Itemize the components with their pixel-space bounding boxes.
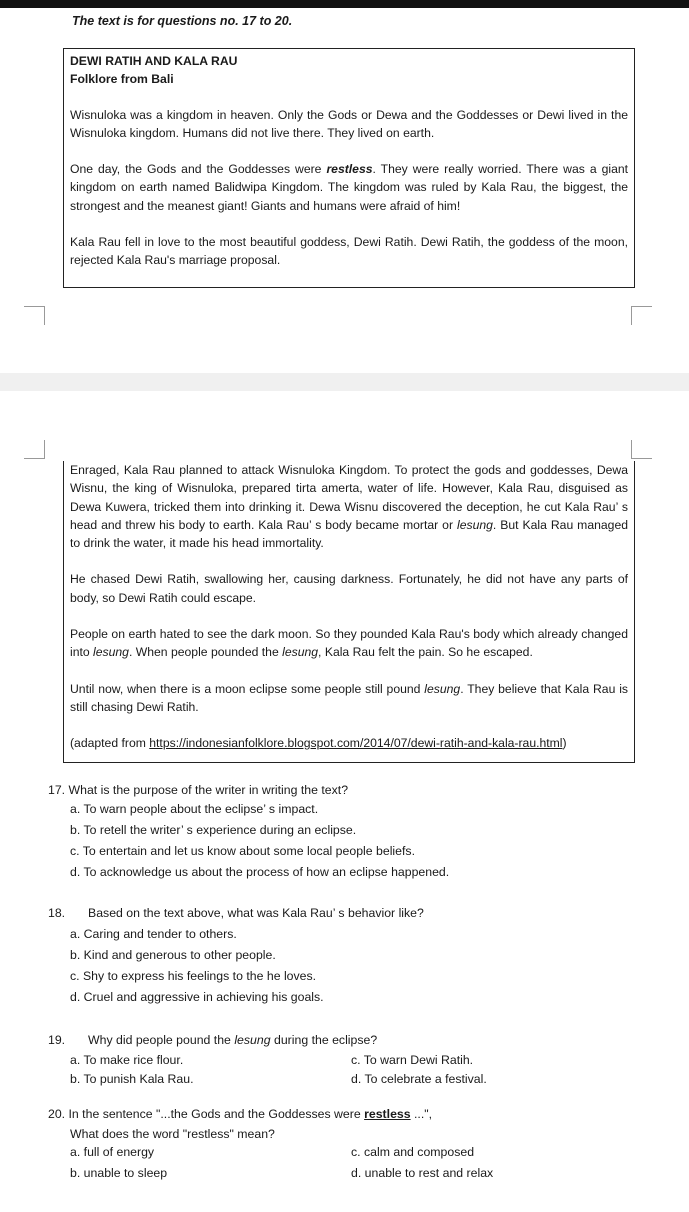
story-box-part-2 bbox=[63, 461, 635, 763]
story-paragraph-1: Wisnuloka was a kingdom in heaven. Only the Gods or Dewa and the Goddesses or Dewi lived in the Wisnuloka kingdom. Humans did not live there. They lived on earth. bbox=[70, 107, 628, 140]
question-19-option-c[interactable]: c. To warn Dewi Ratih. bbox=[351, 1053, 474, 1067]
story-paragraph-2: One day, the Gods and the Goddesses were restless. They were really worried. There was a giant kingdom on earth named Balidwipa Kingdom. The kingdom was ruled by Kala Rau, the biggest, the strongest and the meanest giant! Giants and humans were afraid of him! bbox=[70, 162, 629, 213]
question-19-stem: Why did people pound the lesung during the eclipse? bbox=[88, 1033, 378, 1047]
question-18-option-d[interactable]: d. Cruel and aggressive in achieving his goals. bbox=[70, 990, 324, 1004]
story-paragraph-3: Kala Rau fell in love to the most beautiful goddess, Dewi Ratih. Dewi Ratih, the goddess of the moon, rejected Kala Rau's marriage proposal. bbox=[70, 235, 628, 268]
page-corner-mark bbox=[631, 306, 652, 325]
question-18-stem: Based on the text above, what was Kala Rau’ s behavior like? bbox=[88, 906, 424, 920]
story-paragraph-5: He chased Dewi Ratih, swallowing her, causing darkness. Fortunately, he did not have any parts of body, so Dewi Ratih could escape. bbox=[70, 572, 628, 605]
story-subtitle: Folklore from Bali bbox=[70, 72, 174, 87]
question-20-option-b[interactable]: b. unable to sleep bbox=[70, 1166, 168, 1180]
question-18-option-b[interactable]: b. Kind and generous to other people. bbox=[70, 948, 276, 962]
question-18-number: 18. bbox=[48, 906, 66, 920]
question-19-option-b[interactable]: b. To punish Kala Rau. bbox=[70, 1072, 194, 1086]
question-19-option-d[interactable]: d. To celebrate a festival. bbox=[351, 1072, 487, 1086]
question-17-stem: 17. What is the purpose of the writer in writing the text? bbox=[48, 783, 349, 797]
question-20-stem: 20. In the sentence "...the Gods and the Goddesses were restless ...", bbox=[48, 1107, 433, 1121]
story-title: DEWI RATIH AND KALA RAU bbox=[70, 54, 238, 68]
page-corner-mark bbox=[24, 440, 45, 459]
question-17-option-c[interactable]: c. To entertain and let us know about some local people beliefs. bbox=[70, 844, 415, 858]
page-separator bbox=[0, 373, 689, 391]
question-17 bbox=[48, 780, 668, 885]
question-20-stem-line-2: What does the word "restless" mean? bbox=[70, 1127, 275, 1141]
question-20-option-c[interactable]: c. calm and composed bbox=[351, 1145, 475, 1159]
page-corner-mark bbox=[631, 440, 652, 459]
story-box-part-1 bbox=[63, 48, 635, 288]
question-19 bbox=[48, 1030, 668, 1094]
question-18-option-a[interactable]: a. Caring and tender to others. bbox=[70, 927, 237, 941]
question-20-option-d[interactable]: d. unable to rest and relax bbox=[351, 1166, 494, 1180]
question-17-option-d[interactable]: d. To acknowledge us about the process of how an eclipse happened. bbox=[70, 865, 450, 879]
story-paragraph-6: People on earth hated to see the dark moon. So they pounded Kala Rau's body which already changed into lesung. When people pounded the lesung, Kala Rau felt the pain. So he escaped. bbox=[70, 627, 628, 660]
question-19-number: 19. bbox=[48, 1033, 66, 1047]
question-17-option-a[interactable]: a. To warn people about the eclipse’ s impact. bbox=[70, 802, 319, 816]
source-link[interactable]: https://indonesianfolklore.blogspot.com/2014/07/dewi-ratih-and-kala-rau.html bbox=[149, 736, 563, 751]
question-18-option-c[interactable]: c. Shy to express his feelings to the he loves. bbox=[70, 969, 317, 983]
question-18 bbox=[48, 903, 668, 1008]
page-corner-mark bbox=[24, 306, 45, 325]
top-bar bbox=[0, 0, 689, 8]
story-paragraph-4: Enraged, Kala Rau planned to attack Wisnuloka Kingdom. To protect the gods and goddesses, Dewa Wisnu, the king of Wisnuloka, prepared tirta amerta, water of life. However, Kala Rau, disguised as Dewa Kuwera, tricked them into drinking it. Dewa Wisnu discovered the deception, he cut Kala Rau’ s head and threw his body to earth. Kala Rau’ s body became mortar or lesung. But Kala Rau managed to drink the water, it made his head immortality. bbox=[70, 463, 628, 551]
story-paragraph-7: Until now, when there is a moon eclipse some people still pound lesung. They believe that Kala Rau is still chasing Dewi Ratih. bbox=[70, 681, 628, 714]
question-20-option-a[interactable]: a. full of energy bbox=[70, 1145, 155, 1159]
source-citation: (adapted from https://indonesianfolklore.blogspot.com/2014/07/dewi-ratih-and-kala-rau.html) bbox=[70, 736, 567, 751]
question-17-option-b[interactable]: b. To retell the writer’ s experience during an eclipse. bbox=[70, 823, 357, 837]
question-20 bbox=[48, 1104, 668, 1188]
restless-word: restless bbox=[326, 162, 373, 177]
question-19-option-a[interactable]: a. To make rice flour. bbox=[70, 1053, 184, 1067]
instructions-heading: The text is for questions no. 17 to 20. bbox=[72, 14, 293, 28]
